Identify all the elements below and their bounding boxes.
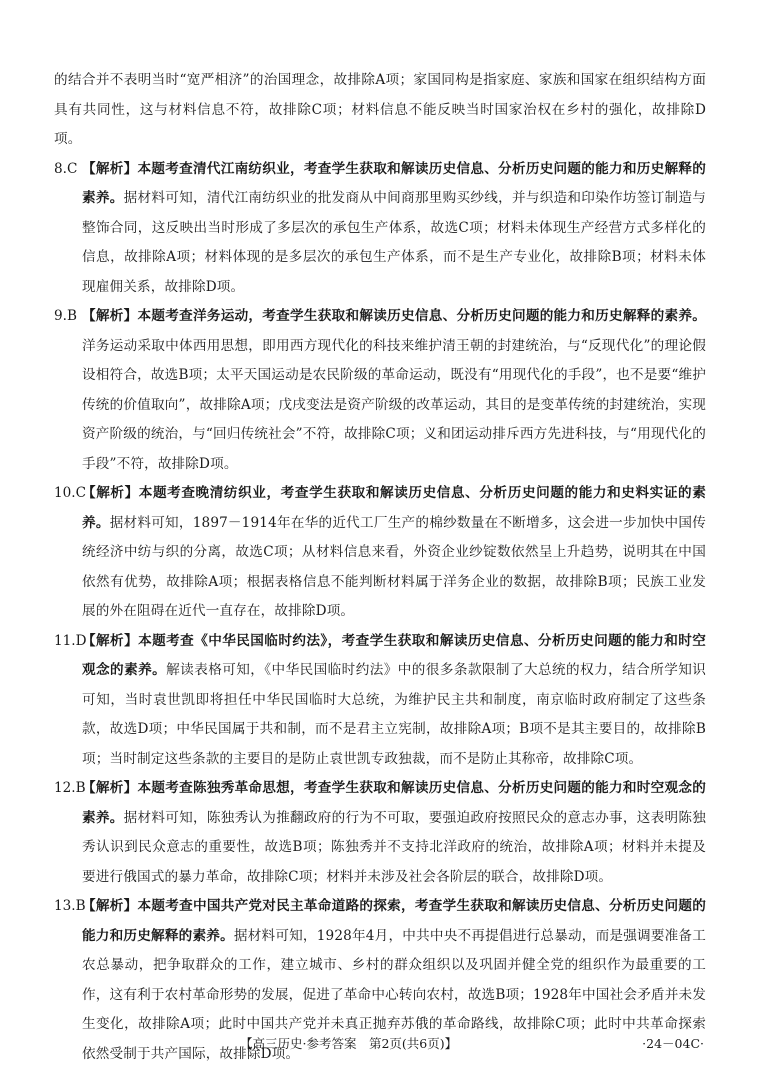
answer-item-10	[54, 479, 706, 627]
intro-paragraph: 的结合并不表明当时“宽严相济”的治国理念，故排除A项；家国同构是指家庭、家族和国家在组织结构方面具有共同性，这与材料信息不符，故排除C项；材料信息不能反映当时国家治权在乡村的强化，故排除D项。	[54, 72, 706, 147]
answer-analysis-lead: 【解析】本题考查洋务运动，考查学生获取和解读历史信息、分析历史问题的能力和历史解释的素养。	[82, 308, 706, 324]
footer-code: ·24－04C·	[642, 1036, 704, 1051]
answer-content	[54, 66, 706, 1069]
answer-number: 10.C	[54, 485, 87, 501]
answer-item-11	[54, 627, 706, 775]
answer-analysis-body: 据材料可知，陈独秀认为推翻政府的行为不可取，要强迫政府按照民众的意志办事，这表明陈独秀认识到民众意志的重要性，故选B项；陈独秀并不支持北洋政府的统治，故排除A项；材料并未提及要进行俄国式的暴力革命，故排除C项；材料并未涉及社会各阶层的联合，故排除D项。	[82, 809, 706, 885]
answer-number: 12.B	[54, 780, 86, 796]
answer-item-12	[54, 774, 706, 892]
answer-number: 9.B	[54, 308, 77, 324]
answer-analysis-body: 据材料可知，1897－1914年在华的近代工厂生产的棉纱数量在不断增多，这会进一步加快中国传统经济中纺与织的分离，故选C项；从材料信息来看，外资企业纱锭数依然呈上升趋势，说明其在中国依然有优势，故排除A项；根据表格信息不能判断材料属于洋务企业的数据，故排除B项；民族工业发展的外在阻碍在近代一直存在，故排除D项。	[82, 514, 706, 619]
answer-analysis-lead: 【解析】本题考查清代江南纺织业，考查学生获取和解读历史信息、分析历史问题的能力和历史解释的素养。	[82, 160, 706, 206]
answer-analysis-body: 洋务运动采取中体西用思想，即用西方现代化的科技来维护清王朝的封建统治，与“反现代化”的理论假设相符合，故选B项；太平天国运动是农民阶级的革命运动，既没有“用现代化的手段”，也不是要“维护传统的价值取向”，故排除A项；戊戌变法是资产阶级的改革运动，其目的是变革传统的封建统治，实现资产阶级的统治，与“回归传统社会”不符，故排除C项；义和团运动排斥西方先进科技，与“用现代化的手段”不符，故排除D项。	[82, 337, 706, 472]
answer-analysis-body: 据材料可知，1928年4月，中共中央不再提倡进行总暴动，而是强调要准备工农总暴动，把争取群众的工作，建立城市、乡村的群众组织以及巩固并健全党的组织作为最重要的工作，这有利于农村革命形势的发展，促进了革命中心转向农村，故选B项；1928年中国社会矛盾并未发生变化，故排除A项；此时中国共产党并未真正抛弃苏俄的革命路线，故排除C项；此时中共革命探索依然受制于共产国际，故排除D项。	[82, 927, 706, 1062]
answer-analysis-body: 解读表格可知，《中华民国临时约法》中的很多条款限制了大总统的权力，结合所学知识可知，当时袁世凯即将担任中华民国临时大总统，为维护民主共和制度，南京临时政府制定了这些条款，故选D项；中华民国属于共和制，而不是君主立宪制，故排除A项；B项不是其主要目的，故排除B项；当时制定这些条款的主要目的是防止袁世凯专政独裁，而不是防止其称帝，故排除C项。	[82, 662, 707, 767]
page-footer	[0, 1034, 760, 1054]
answer-number: 8.C	[54, 160, 78, 177]
answer-analysis-lead: 【解析】本题考查晚清纺织业，考查学生获取和解读历史信息、分析历史问题的能力和史料实证的素养。	[82, 485, 706, 531]
answer-number: 13.B	[54, 898, 86, 914]
footer-page-label: 【高三历史·参考答案 第2页(共6页)】	[240, 1036, 458, 1051]
answer-number: 11.D	[54, 632, 87, 649]
answer-analysis-lead: 【解析】本题考查《中华民国临时约法》，考查学生获取和解读历史信息、分析历史问题的能力和时空观念的素养。	[82, 632, 706, 678]
answer-item-8	[54, 155, 706, 303]
answer-item-9	[54, 302, 706, 479]
answer-analysis-lead: 【解析】本题考查中国共产党对民主革命道路的探索，考查学生获取和解读历史信息、分析历史问题的能力和历史解释的素养。	[82, 898, 706, 944]
answer-analysis-body: 据材料可知，清代江南纺织业的批发商从中间商那里购买纱线，并与织造和印染作坊签订制造与整饰合同，这反映出当时形成了多层次的承包生产体系，故选C项；材料未体现生产经营方式多样化的信息，故排除A项；材料体现的是多层次的承包生产体系，而不是生产专业化，故排除B项；材料未体现雇佣关系，故排除D项。	[82, 190, 706, 295]
answer-analysis-lead: 【解析】本题考查陈独秀革命思想，考查学生获取和解读历史信息、分析历史问题的能力和时空观念的素养。	[82, 780, 706, 826]
